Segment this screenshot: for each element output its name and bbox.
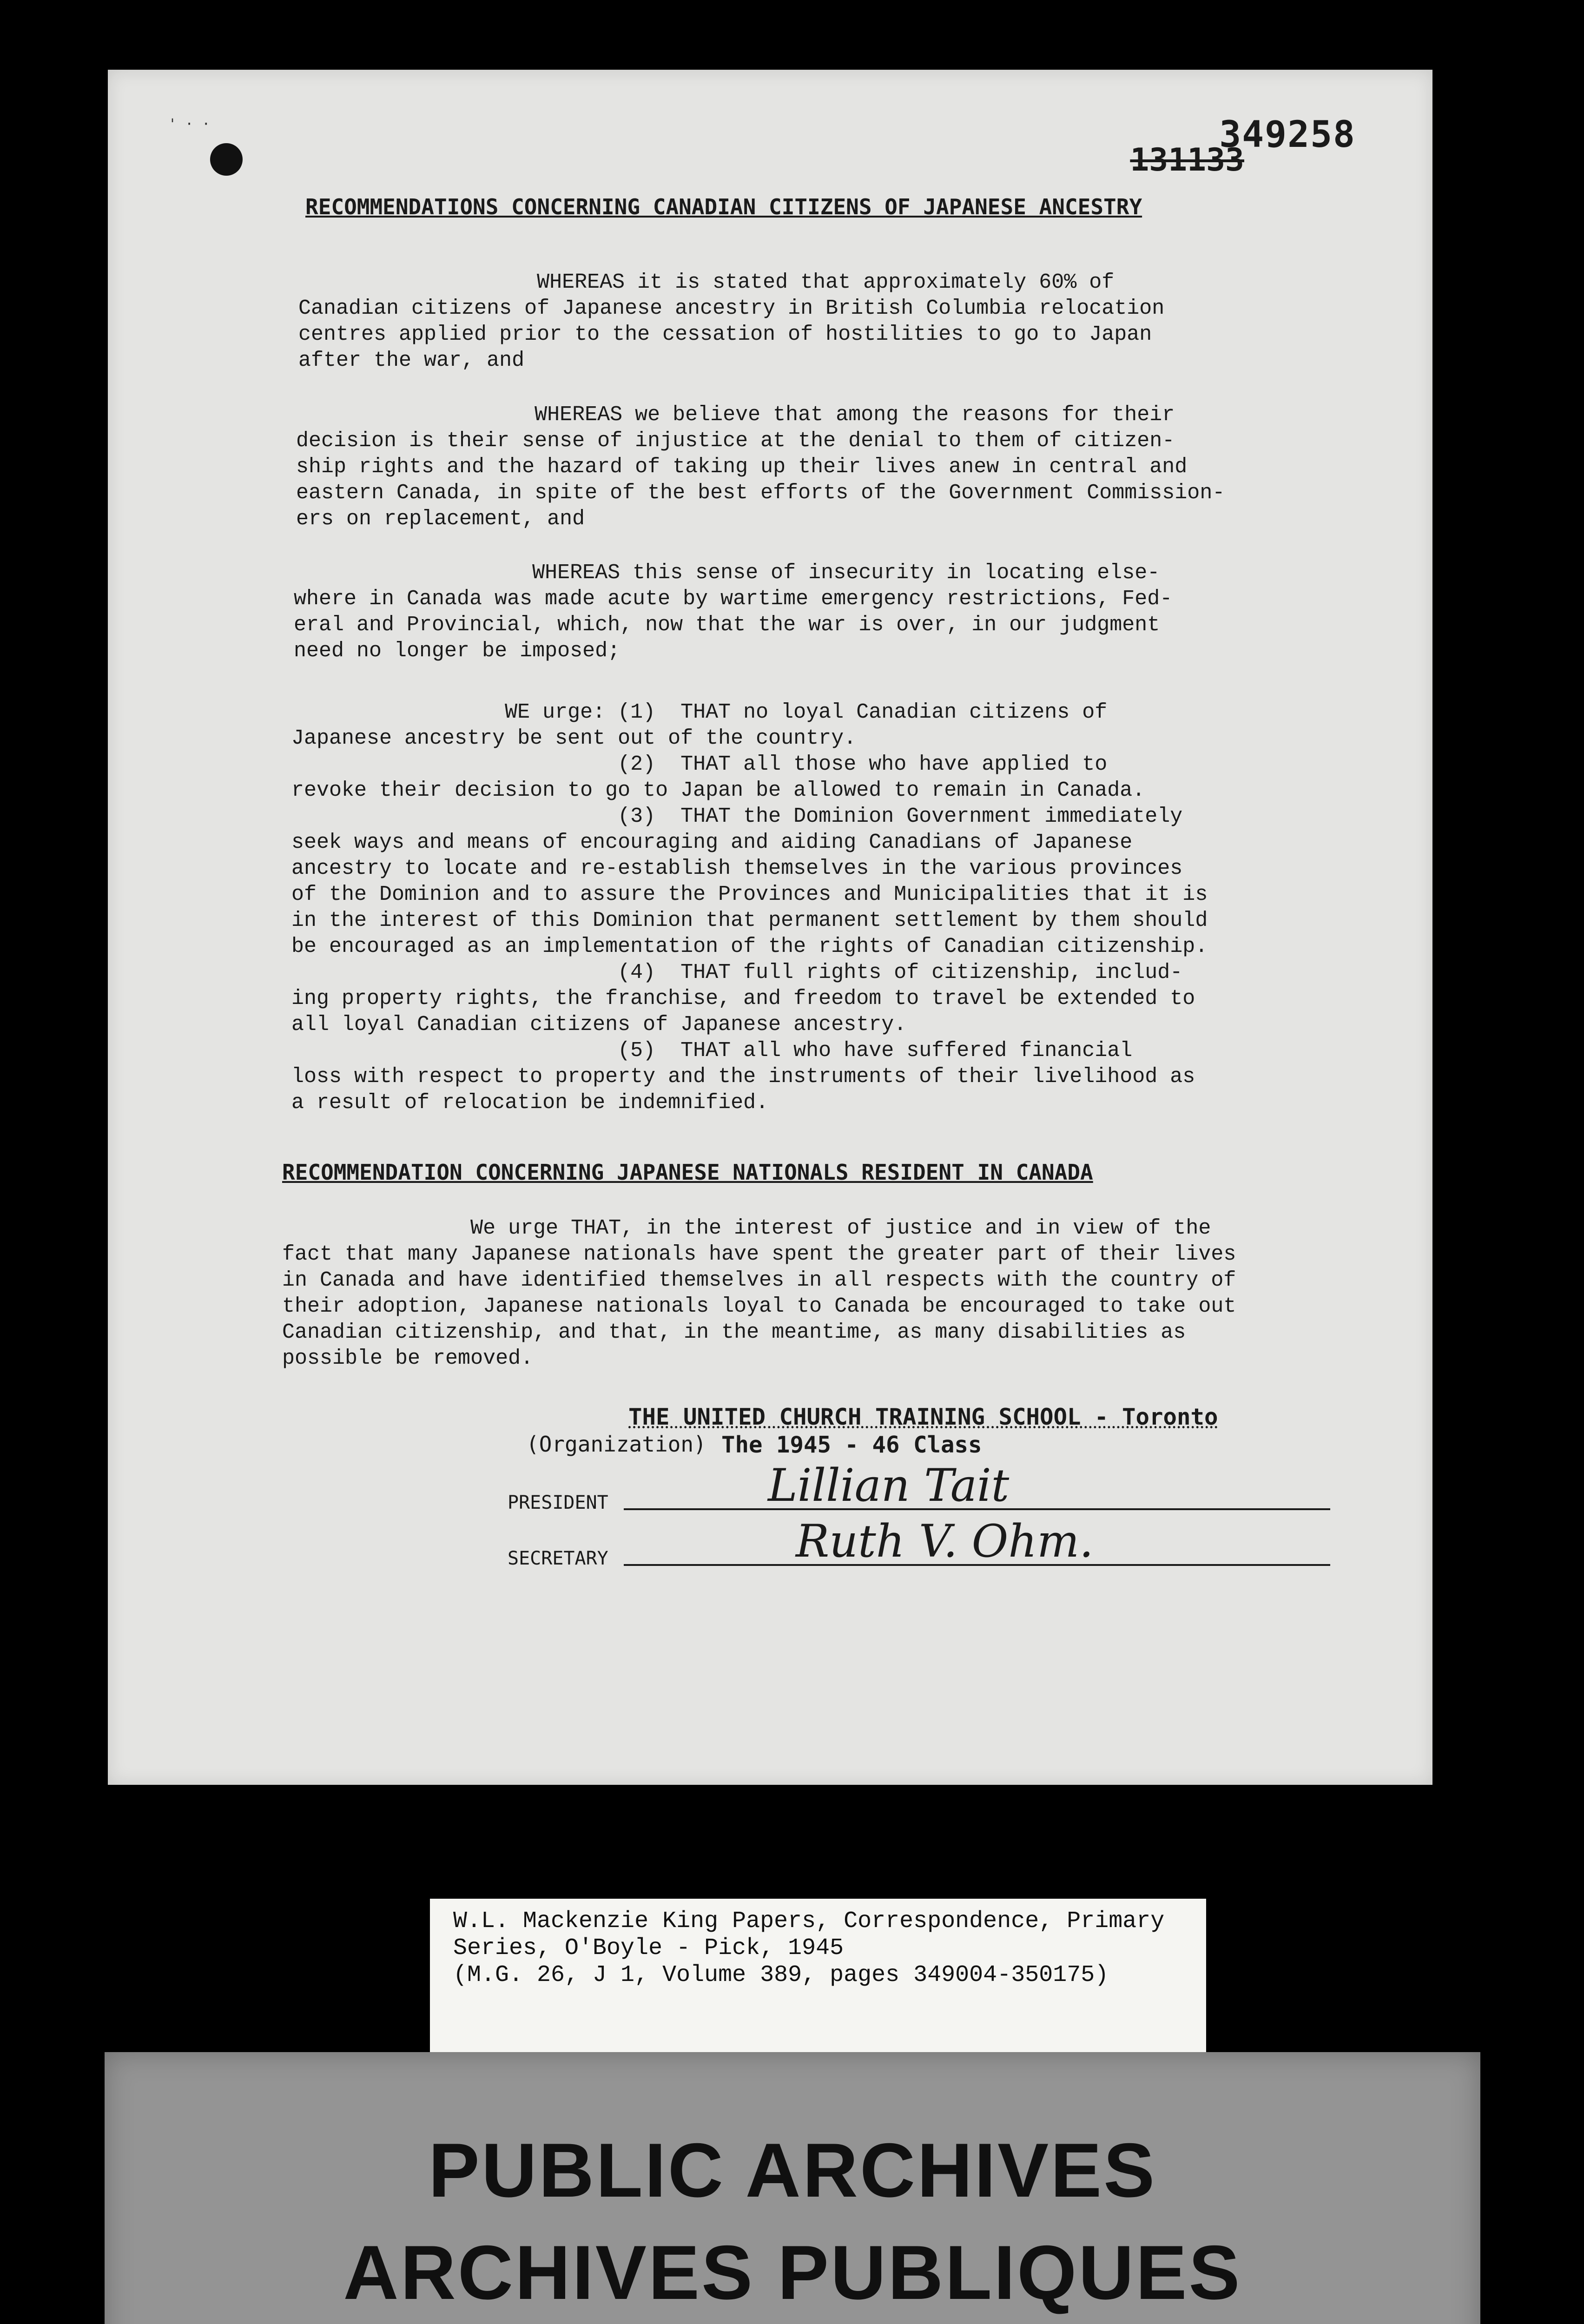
- citation-label: [430, 1899, 1206, 2059]
- archives-stamp: [105, 2052, 1480, 2324]
- citation-text: W.L. Mackenzie King Papers, Correspondence, Primary Series, O'Boyle - Pick, 1945 (M.G. 26, J 1, Volume 389, pages 349004-350175): [453, 1908, 1165, 1988]
- president-signature: Lillian Tait: [768, 1459, 1010, 1512]
- document-page: [108, 70, 1432, 1785]
- heading-canadian-citizens: RECOMMENDATIONS CONCERNING CANADIAN CITIZENS OF JAPANESE ANCESTRY: [305, 194, 1142, 219]
- president-label: PRESIDENT: [508, 1492, 608, 1513]
- old-page-number: 131133: [1130, 142, 1244, 178]
- organization-label: (Organization): [526, 1432, 706, 1457]
- stamp-line-french: ARCHIVES PUBLIQUES: [343, 2230, 1242, 2315]
- paragraph-whereas-1: WHEREAS it is stated that approximately 60% of Canadian citizens of Japanese ancestry in British Columbia relocation centres applied prior to the cessation of hostilities to go to Japan after the war, and: [298, 271, 1165, 372]
- organization-class: The 1945 - 46 Class: [721, 1432, 982, 1458]
- secretary-label: SECRETARY: [508, 1548, 608, 1569]
- heading-japanese-nationals: RECOMMENDATION CONCERNING JAPANESE NATIONALS RESIDENT IN CANADA: [282, 1160, 1093, 1185]
- signature-block: [508, 1404, 1391, 1599]
- organization-name: THE UNITED CHURCH TRAINING SCHOOL - Toronto: [628, 1404, 1218, 1430]
- punch-hole: [210, 143, 243, 176]
- stamp-line-english: PUBLIC ARCHIVES: [428, 2127, 1157, 2213]
- secretary-signature: Ruth V. Ohm.: [796, 1515, 1094, 1567]
- page-number: 349258: [1219, 114, 1356, 156]
- paragraph-nationals: We urge THAT, in the interest of justice and in view of the fact that many Japanese nationals have spent the greater part of their lives in Canada and have identified themselves in all respects with the country of their adoption, Japanese nationals loyal to Canada be encouraged to take out Canadian citizenship, and that, in the meantime, as many disabilities as possible be removed.: [282, 1216, 1236, 1370]
- paragraph-whereas-2: WHEREAS we believe that among the reasons for their decision is their sense of injustice at the denial to them of citizen- ship rights and the hazard of taking up their lives anew in central and eastern Canada, in spite of the best efforts of the Government Commission- ers on replacement, and: [296, 403, 1225, 531]
- paragraph-we-urge: WE urge: (1) THAT no loyal Canadian citizens of Japanese ancestry be sent out of the country. (2) THAT all those who have applied to revoke their decision to go to Japan be allowed to remain in Canada. (3) THAT the Dominion Government immediately seek ways and means of encouraging and aiding Canadians of Japanese ancestry to locate and re-establish themselves in the various provinces of the Dominion and to assure the Provinces and Municipalities that it is in the interest of this Dominion that permanent settlement by them should be encouraged as an implementation of the rights of Canadian citizenship. (4) THAT full rights of citizenship, includ- ing property rights, the franchise, and freedom to travel be extended to all loyal Canadian citizens of Japanese ancestry. (5) THAT all who have suffered financial loss with respect to property and the instruments of their livelihood as a result of relocation be indemnified.: [291, 700, 1208, 1115]
- paragraph-whereas-3: WHEREAS this sense of insecurity in locating else- where in Canada was made acute by wartime emergency restrictions, Fed- eral and Provincial, which, now that the war is over, in our judgment need no longer be imposed;: [294, 561, 1173, 663]
- paper-specks: ' · ·: [168, 116, 211, 132]
